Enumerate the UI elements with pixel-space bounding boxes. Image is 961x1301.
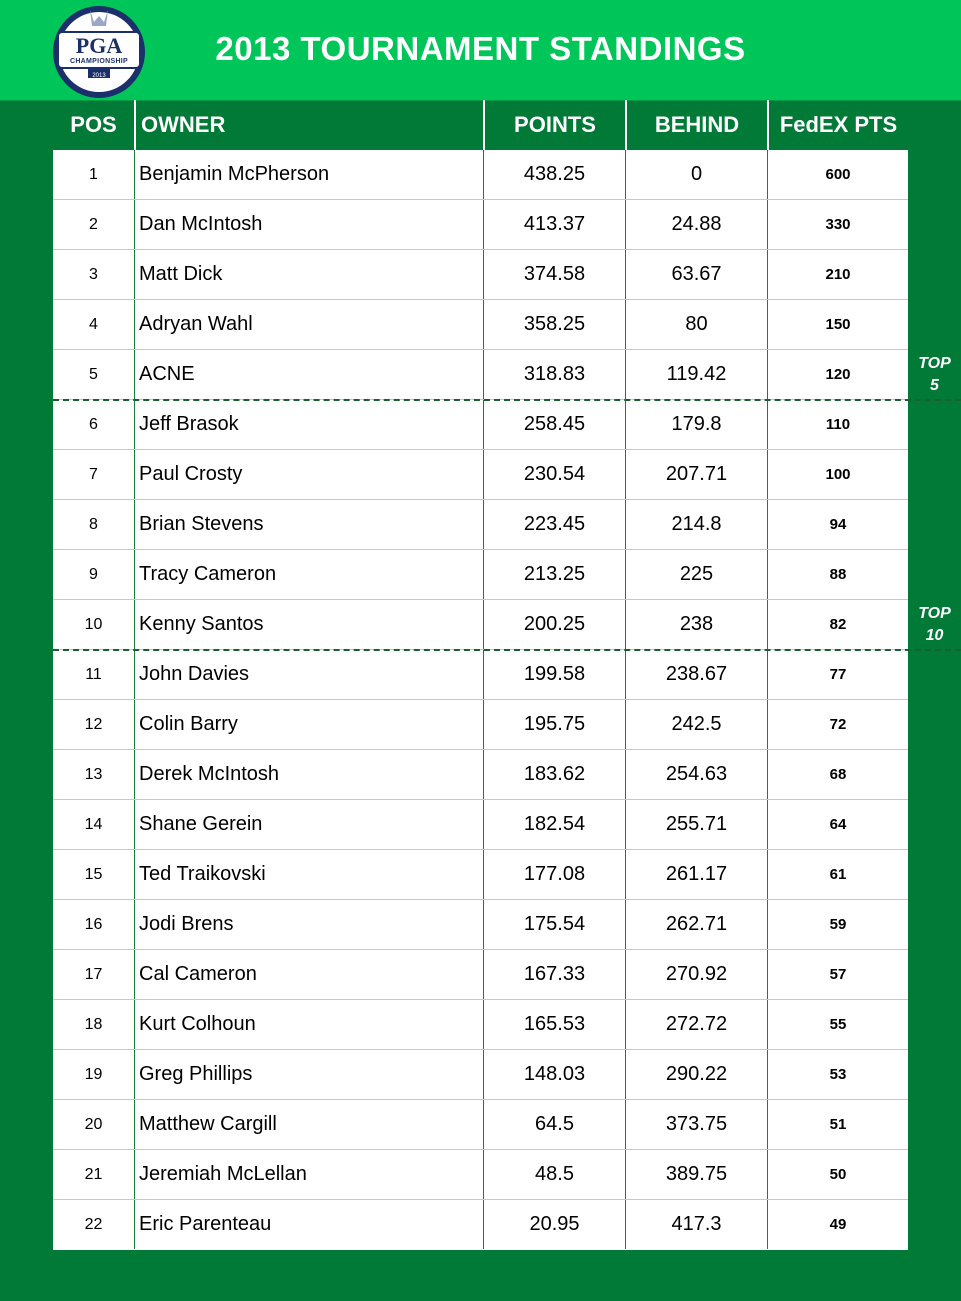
cutline-label-top: TOP [918, 355, 951, 372]
pos-cell: 17 [84, 966, 103, 983]
owner-cell: John Davies [134, 650, 483, 699]
table-row [53, 300, 908, 350]
title-banner [0, 0, 961, 101]
points-cell: 177.08 [483, 850, 625, 899]
fedex-pts-cell: 210 [767, 250, 908, 299]
table-row [53, 700, 908, 750]
behind-cell: 24.88 [625, 200, 767, 249]
fedex-pts-cell: 61 [767, 850, 908, 899]
pos-cell: 3 [89, 266, 98, 283]
pos-cell: 4 [89, 316, 98, 333]
points-cell: 413.37 [483, 200, 625, 249]
pos-cell: 8 [89, 516, 98, 533]
owner-cell: Brian Stevens [134, 500, 483, 549]
pos-cell: 5 [89, 366, 98, 383]
table-row [53, 150, 908, 200]
table-row [53, 1100, 908, 1150]
owner-cell: Dan McIntosh [134, 200, 483, 249]
column-header-fedex-pts: FedEX PTS [767, 100, 908, 150]
points-cell: 182.54 [483, 800, 625, 849]
pos-cell: 12 [84, 716, 103, 733]
logo-sub-text: CHAMPIONSHIP [69, 58, 129, 65]
points-cell: 318.83 [483, 350, 625, 399]
fedex-pts-cell: 600 [767, 150, 908, 199]
owner-cell: Matt Dick [134, 250, 483, 299]
behind-cell: 238.67 [625, 650, 767, 699]
cutline-label-number: 5 [930, 377, 939, 394]
standings-table [53, 150, 908, 1250]
points-cell: 199.58 [483, 650, 625, 699]
behind-cell: 255.71 [625, 800, 767, 849]
owner-cell: Colin Barry [134, 700, 483, 749]
fedex-pts-cell: 120 [767, 350, 908, 399]
points-cell: 48.5 [483, 1150, 625, 1199]
behind-cell: 389.75 [625, 1150, 767, 1199]
behind-cell: 272.72 [625, 1000, 767, 1049]
cutline-label-number: 10 [925, 627, 944, 644]
pos-cell: 7 [89, 466, 98, 483]
fedex-pts-cell: 100 [767, 450, 908, 499]
pos-cell: 13 [84, 766, 103, 783]
points-cell: 258.45 [483, 400, 625, 449]
logo-year-text: 2013 [92, 73, 106, 79]
behind-cell: 261.17 [625, 850, 767, 899]
behind-cell: 242.5 [625, 700, 767, 749]
table-row [53, 650, 908, 700]
points-cell: 358.25 [483, 300, 625, 349]
table-row [53, 250, 908, 300]
table-row [53, 550, 908, 600]
fedex-pts-cell: 53 [767, 1050, 908, 1099]
cutline-divider [53, 399, 961, 401]
table-row [53, 750, 908, 800]
points-cell: 183.62 [483, 750, 625, 799]
fedex-pts-cell: 55 [767, 1000, 908, 1049]
fedex-pts-cell: 150 [767, 300, 908, 349]
table-row [53, 1200, 908, 1250]
points-cell: 64.5 [483, 1100, 625, 1149]
behind-cell: 63.67 [625, 250, 767, 299]
fedex-pts-cell: 64 [767, 800, 908, 849]
owner-cell: Eric Parenteau [134, 1200, 483, 1249]
table-row [53, 400, 908, 450]
pos-cell: 2 [89, 216, 98, 233]
behind-cell: 417.3 [625, 1200, 767, 1249]
pos-cell: 9 [89, 566, 98, 583]
owner-cell: Kenny Santos [134, 600, 483, 649]
owner-cell: Kurt Colhoun [134, 1000, 483, 1049]
cutline-divider [53, 649, 961, 651]
table-row [53, 900, 908, 950]
pos-cell: 14 [84, 816, 103, 833]
owner-cell: Greg Phillips [134, 1050, 483, 1099]
pos-cell: 18 [84, 1016, 103, 1033]
table-row [53, 600, 908, 650]
owner-cell: Shane Gerein [134, 800, 483, 849]
points-cell: 438.25 [483, 150, 625, 199]
pos-cell: 21 [84, 1166, 103, 1183]
column-header-owner: OWNER [134, 100, 483, 150]
behind-cell: 179.8 [625, 400, 767, 449]
owner-cell: ACNE [134, 350, 483, 399]
table-row [53, 200, 908, 250]
behind-cell: 214.8 [625, 500, 767, 549]
points-cell: 175.54 [483, 900, 625, 949]
table-row [53, 850, 908, 900]
owner-cell: Adryan Wahl [134, 300, 483, 349]
pos-cell: 11 [85, 666, 102, 683]
points-cell: 195.75 [483, 700, 625, 749]
pos-cell: 10 [84, 616, 103, 633]
fedex-pts-cell: 59 [767, 900, 908, 949]
column-header-points: POINTS [483, 100, 625, 150]
fedex-pts-cell: 49 [767, 1200, 908, 1249]
fedex-pts-cell: 68 [767, 750, 908, 799]
fedex-pts-cell: 72 [767, 700, 908, 749]
behind-cell: 119.42 [625, 350, 767, 399]
logo-main-text: PGA [75, 33, 123, 58]
fedex-pts-cell: 51 [767, 1100, 908, 1149]
behind-cell: 262.71 [625, 900, 767, 949]
points-cell: 213.25 [483, 550, 625, 599]
owner-cell: Ted Traikovski [134, 850, 483, 899]
table-row [53, 350, 908, 400]
fedex-pts-cell: 88 [767, 550, 908, 599]
table-row [53, 950, 908, 1000]
pos-cell: 1 [89, 166, 98, 183]
cutline-label-top: TOP [918, 605, 951, 622]
points-cell: 230.54 [483, 450, 625, 499]
owner-cell: Benjamin McPherson [134, 150, 483, 199]
pos-cell: 16 [84, 916, 103, 933]
behind-cell: 207.71 [625, 450, 767, 499]
fedex-pts-cell: 330 [767, 200, 908, 249]
owner-cell: Jodi Brens [134, 900, 483, 949]
table-row [53, 450, 908, 500]
behind-cell: 0 [625, 150, 767, 199]
column-header-behind: BEHIND [625, 100, 767, 150]
fedex-pts-cell: 94 [767, 500, 908, 549]
behind-cell: 254.63 [625, 750, 767, 799]
points-cell: 148.03 [483, 1050, 625, 1099]
column-header-pos: POS [70, 112, 117, 137]
pos-cell: 19 [84, 1066, 103, 1083]
points-cell: 200.25 [483, 600, 625, 649]
fedex-pts-cell: 50 [767, 1150, 908, 1199]
points-cell: 167.33 [483, 950, 625, 999]
pos-cell: 22 [84, 1216, 103, 1233]
owner-cell: Paul Crosty [134, 450, 483, 499]
owner-cell: Derek McIntosh [134, 750, 483, 799]
pos-cell: 20 [84, 1116, 103, 1133]
table-row [53, 1150, 908, 1200]
behind-cell: 225 [625, 550, 767, 599]
fedex-pts-cell: 57 [767, 950, 908, 999]
fedex-pts-cell: 82 [767, 600, 908, 649]
points-cell: 223.45 [483, 500, 625, 549]
table-row [53, 1050, 908, 1100]
points-cell: 20.95 [483, 1200, 625, 1249]
pos-cell: 15 [84, 866, 103, 883]
owner-cell: Jeremiah McLellan [134, 1150, 483, 1199]
page-title: 2013 TOURNAMENT STANDINGS [215, 30, 746, 67]
behind-cell: 238 [625, 600, 767, 649]
points-cell: 374.58 [483, 250, 625, 299]
fedex-pts-cell: 77 [767, 650, 908, 699]
owner-cell: Tracy Cameron [134, 550, 483, 599]
owner-cell: Jeff Brasok [134, 400, 483, 449]
points-cell: 165.53 [483, 1000, 625, 1049]
owner-cell: Matthew Cargill [134, 1100, 483, 1149]
behind-cell: 80 [625, 300, 767, 349]
table-header [53, 100, 908, 150]
pos-cell: 6 [89, 416, 98, 433]
behind-cell: 270.92 [625, 950, 767, 999]
table-row [53, 800, 908, 850]
behind-cell: 373.75 [625, 1100, 767, 1149]
owner-cell: Cal Cameron [134, 950, 483, 999]
table-row [53, 1000, 908, 1050]
table-row [53, 500, 908, 550]
fedex-pts-cell: 110 [767, 400, 908, 449]
behind-cell: 290.22 [625, 1050, 767, 1099]
